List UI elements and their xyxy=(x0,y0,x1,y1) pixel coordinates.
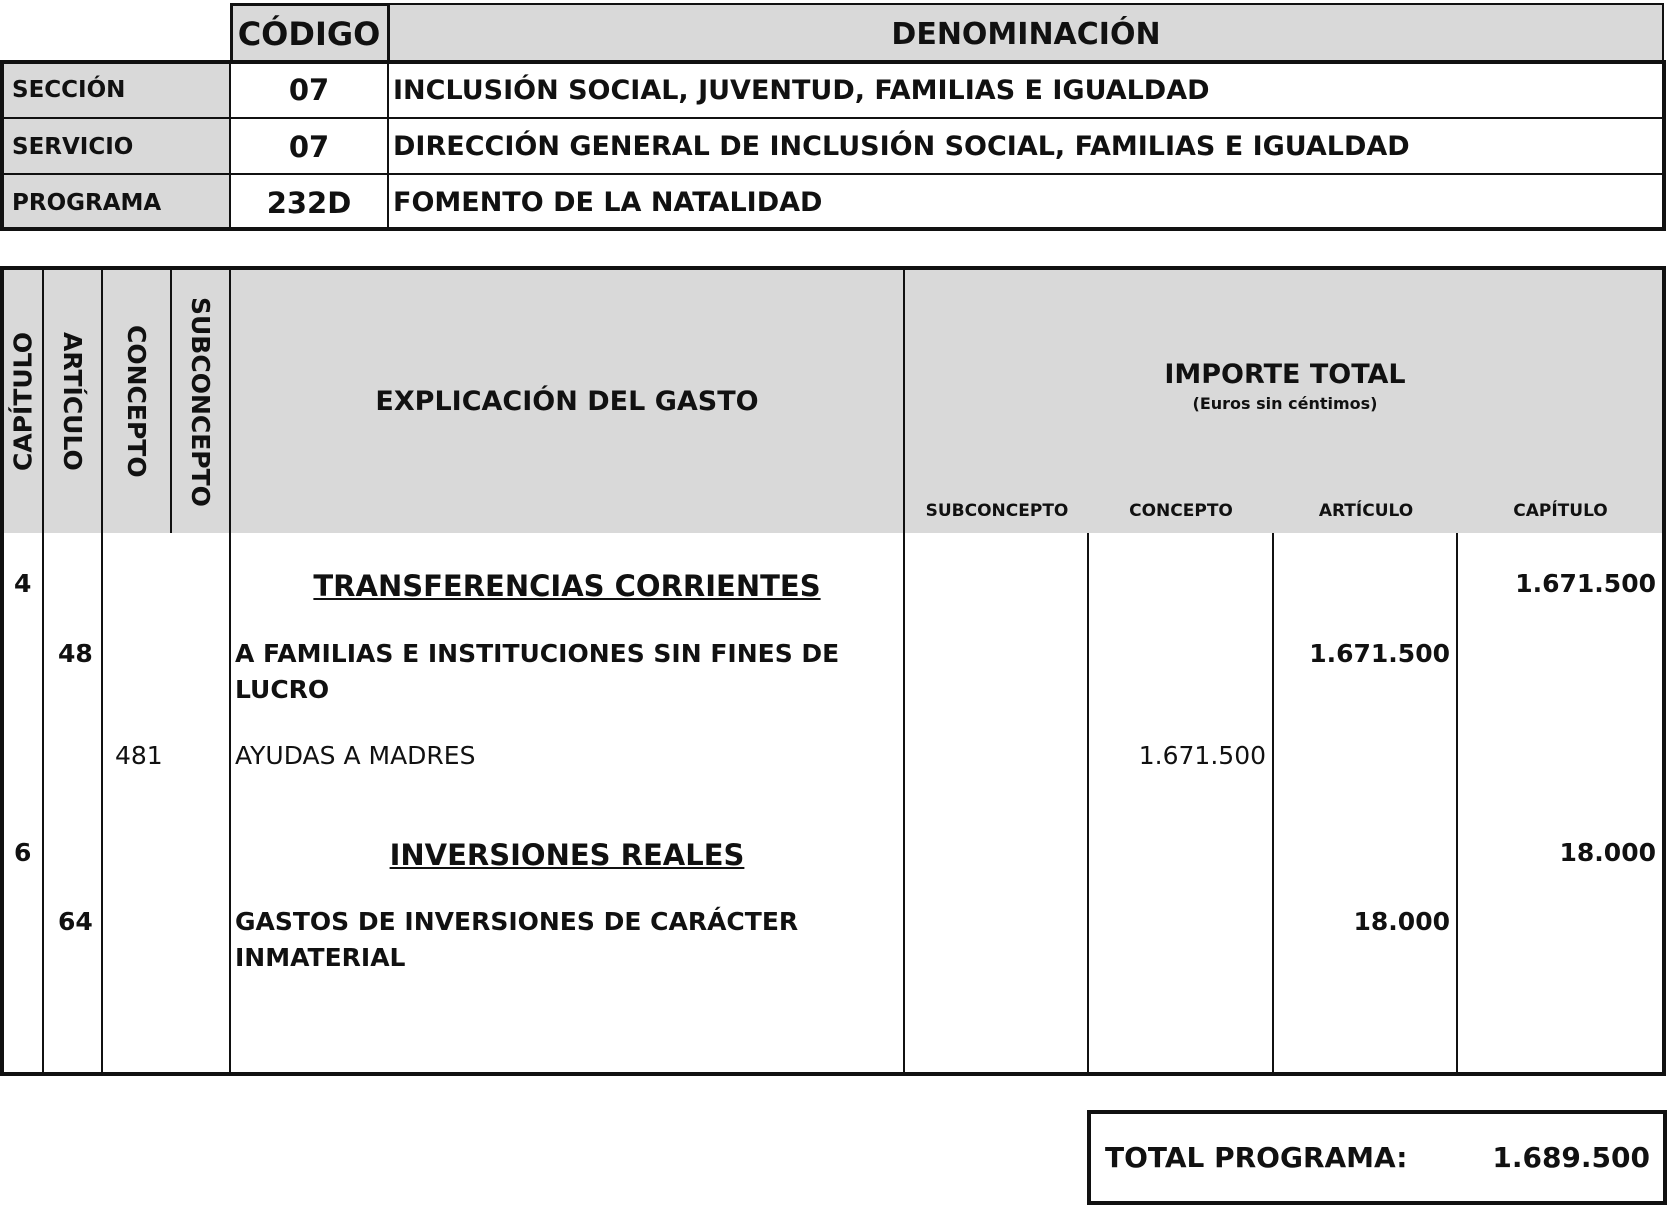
section-code: 07 xyxy=(288,73,330,107)
row-amount-articulo-64: 18.000 xyxy=(1353,907,1450,936)
header-concepto: CONCEPTO xyxy=(122,325,151,478)
program-code: 232D xyxy=(266,185,352,220)
header-importe-note: (Euros sin céntimos) xyxy=(1192,393,1378,413)
header-explicacion: EXPLICACIÓN DEL GASTO xyxy=(375,386,759,417)
total-label: TOTAL PROGRAMA: xyxy=(1105,1141,1408,1174)
row-amount-capitulo-6: 18.000 xyxy=(1559,838,1656,867)
row-code-capitulo-4: 4 xyxy=(14,569,32,598)
header-subconcepto: SUBCONCEPTO xyxy=(186,296,215,507)
header-sub-subconcepto: SUBCONCEPTO xyxy=(925,501,1069,521)
header-sub-capitulo: CAPÍTULO xyxy=(1513,501,1608,521)
codigo-header-label: CÓDIGO xyxy=(237,15,381,53)
row-code-concepto-481: 481 xyxy=(115,741,163,770)
row-text-gastos-inmaterial: GASTOS DE INVERSIONES DE CARÁCTER INMATERIAL xyxy=(235,907,799,972)
header-capitulo: CAPÍTULO xyxy=(8,332,38,471)
header-importe-total: IMPORTE TOTAL xyxy=(1164,358,1406,390)
row-text-transferencias: TRANSFERENCIAS CORRIENTES xyxy=(313,569,821,603)
section-name: INCLUSIÓN SOCIAL, JUVENTUD, FAMILIAS E IGUALDAD xyxy=(393,74,1210,106)
denominacion-header-label: DENOMINACIÓN xyxy=(891,16,1161,52)
row-code-capitulo-6: 6 xyxy=(14,838,32,867)
row-amount-concepto-481: 1.671.500 xyxy=(1138,741,1266,770)
service-code: 07 xyxy=(288,129,330,164)
row-code-articulo-64: 64 xyxy=(58,907,93,936)
header-sub-concepto: CONCEPTO xyxy=(1129,501,1233,521)
total-value: 1.689.500 xyxy=(1492,1141,1650,1174)
row-code-articulo-48: 48 xyxy=(58,639,93,668)
service-label: SERVICIO xyxy=(12,133,134,160)
header-articulo: ARTÍCULO xyxy=(58,332,87,471)
row-amount-articulo-48: 1.671.500 xyxy=(1309,639,1450,668)
row-text-ayudas: AYUDAS A MADRES xyxy=(235,741,476,770)
section-label: SECCIÓN xyxy=(12,77,126,103)
row-text-familias: A FAMILIAS E INSTITUCIONES SIN FINES DE LUCRO xyxy=(235,639,840,704)
row-amount-capitulo-4: 1.671.500 xyxy=(1515,569,1656,598)
row-text-inversiones: INVERSIONES REALES xyxy=(389,838,745,872)
program-name: FOMENTO DE LA NATALIDAD xyxy=(393,187,823,218)
program-label: PROGRAMA xyxy=(12,189,162,216)
service-name: DIRECCIÓN GENERAL DE INCLUSIÓN SOCIAL, FAMILIAS E IGUALDAD xyxy=(393,131,1410,162)
header-sub-articulo: ARTÍCULO xyxy=(1318,501,1414,521)
